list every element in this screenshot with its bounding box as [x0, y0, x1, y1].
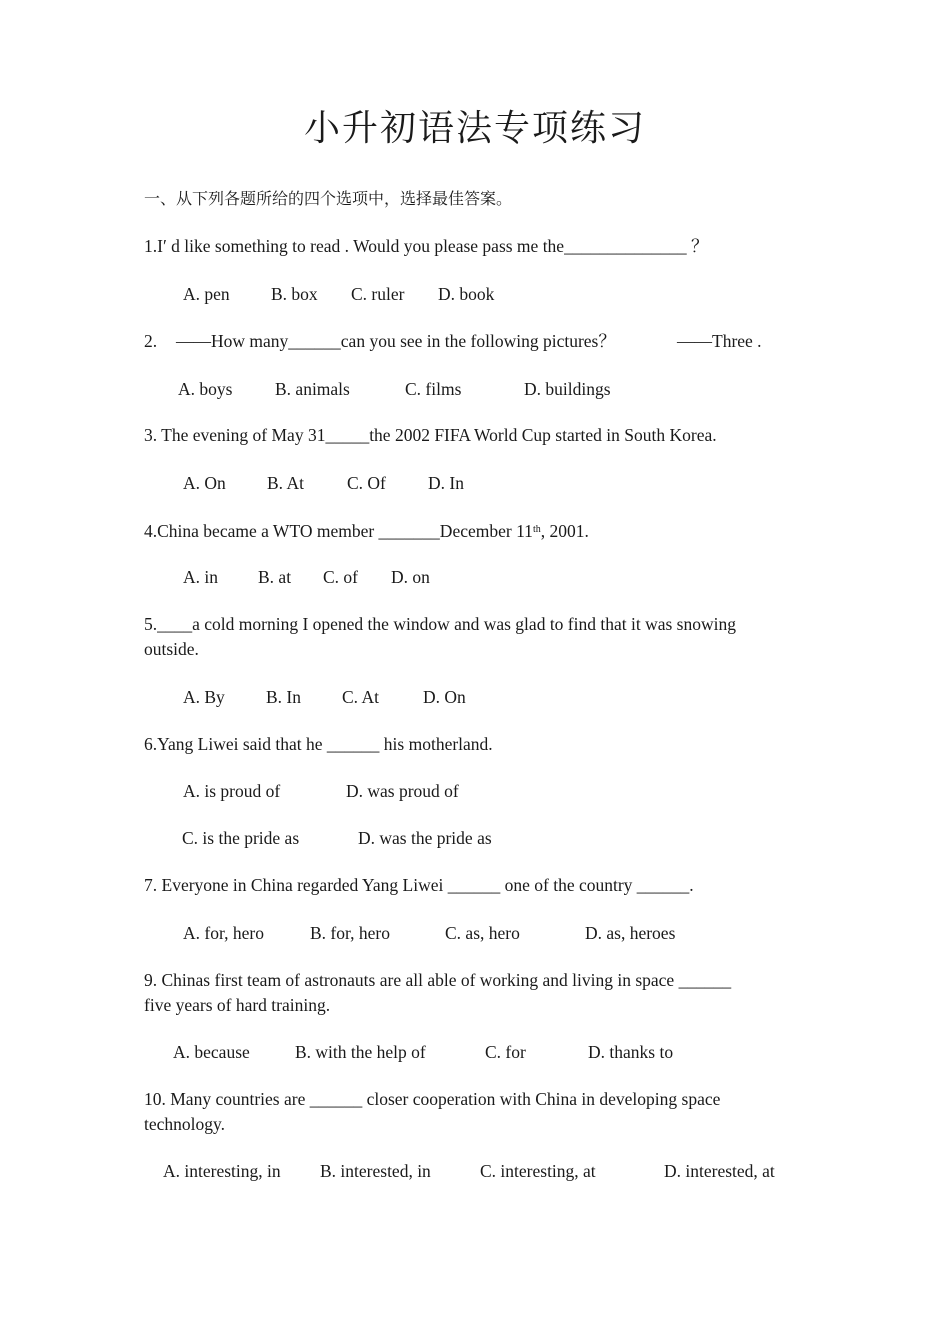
option-d: D. book: [438, 284, 495, 304]
page-title: 小升初语法专项练习: [303, 108, 646, 149]
option-c: C. ruler: [351, 284, 405, 304]
question-9-line-2: five years of hard training.: [144, 995, 331, 1015]
option-c: C. as, hero: [445, 923, 520, 943]
option-b: B. with the help of: [295, 1042, 426, 1062]
option-c: C. of: [323, 567, 358, 587]
option-c: C. At: [342, 687, 379, 707]
option-d: D. was proud of: [346, 781, 459, 801]
option-b: B. box: [271, 284, 318, 304]
option-b: B. interested, in: [320, 1161, 431, 1181]
option-a: A. because: [173, 1042, 250, 1062]
question-6: 6.Yang Liwei said that he ______ his motherland.: [144, 734, 493, 754]
question-2-number: 2.: [144, 331, 158, 351]
option-d: D. On: [423, 687, 466, 707]
option-d: D. as, heroes: [585, 923, 676, 943]
option-d: D. thanks to: [588, 1042, 674, 1062]
question-7: 7. Everyone in China regarded Yang Liwei ______ one of the country ______.: [144, 875, 694, 895]
option-a: A. for, hero: [183, 923, 264, 943]
option-a: A. is proud of: [183, 781, 281, 801]
option-c: C. interesting, at: [480, 1161, 596, 1181]
option-a: A. interesting, in: [163, 1161, 281, 1181]
question-10-line-1: 10. Many countries are ______ closer cooperation with China in developing space: [144, 1089, 721, 1109]
question-4-text: 4.China became a WTO member _______December 11: [144, 521, 533, 541]
question-2-prompt: ——How many______can you see in the following pictures？: [176, 331, 616, 351]
question-1: 1.I′ d like something to read . Would you please pass me the______________ ？: [144, 236, 709, 256]
question-3: 3. The evening of May 31_____the 2002 FIFA World Cup started in South Korea.: [144, 425, 717, 445]
question-5-line-2: outside.: [144, 639, 199, 659]
option-c: C. is the pride as: [182, 828, 300, 848]
option-a: A. On: [183, 473, 226, 493]
option-d: D. In: [428, 473, 464, 493]
option-b: B. at: [258, 567, 292, 587]
option-b: B. for, hero: [310, 923, 390, 943]
option-b: B. animals: [275, 379, 350, 399]
question-4: [144, 519, 589, 542]
question-4-tail: , 2001.: [540, 521, 589, 541]
option-a: A. pen: [183, 284, 230, 304]
option-c: C. Of: [347, 473, 386, 493]
question-2-answer: ——Three .: [677, 331, 762, 351]
option-b: B. In: [266, 687, 301, 707]
option-a: A. in: [183, 567, 218, 587]
option-b: B. At: [267, 473, 304, 493]
section-heading: 一、从下列各题所给的四个选项中，选择最佳答案。: [144, 189, 513, 208]
question-9-line-1: 9. Chinas first team of astronauts are all able of working and living in space ______: [144, 970, 732, 990]
option-d: D. was the pride as: [358, 828, 492, 848]
option-a: A. By: [183, 687, 225, 707]
question-4-superscript: th: [532, 524, 541, 535]
question-10-line-2: technology.: [144, 1114, 225, 1134]
option-a: A. boys: [178, 379, 233, 399]
option-d: D. buildings: [524, 379, 611, 399]
question-5-line-1: 5.____a cold morning I opened the window and was glad to find that it was snowing: [144, 614, 736, 634]
option-d: D. interested, at: [664, 1161, 775, 1181]
option-c: C. for: [485, 1042, 526, 1062]
option-d: D. on: [391, 567, 430, 587]
option-c: C. films: [405, 379, 462, 399]
